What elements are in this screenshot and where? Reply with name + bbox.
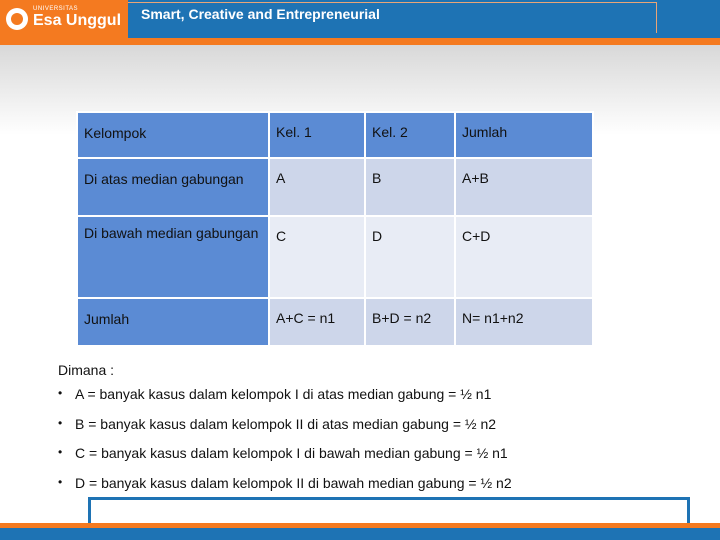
- table-cell: N= n1+n2: [455, 298, 593, 346]
- table-cell: Di atas median gabungan: [77, 158, 269, 216]
- table-cell: Jumlah: [77, 298, 269, 346]
- table-cell: C: [269, 216, 365, 298]
- table-cell: D: [365, 216, 455, 298]
- university-logo: [0, 0, 128, 38]
- note-text: D = banyak kasus dalam kelompok II di bawah median gabung = ½ n2: [75, 474, 512, 491]
- header-accent-line: [0, 38, 720, 45]
- list-item: [58, 386, 512, 416]
- logo-name: Esa Unggul: [33, 12, 122, 29]
- note-text: B = banyak kasus dalam kelompok II di atas median gabung = ½ n2: [75, 415, 497, 432]
- table-cell: B: [365, 158, 455, 216]
- header-banner: [0, 0, 720, 38]
- table-row: [77, 216, 593, 298]
- list-item: [58, 416, 512, 446]
- logo-subtitle: UNIVERSITAS: [33, 6, 79, 12]
- table-header-cell: Kelompok: [77, 112, 269, 158]
- table-header-cell: Kel. 2: [365, 112, 455, 158]
- data-table: [76, 111, 594, 347]
- notes-title: Dimana :: [58, 362, 115, 378]
- table-cell: A+C = n1: [269, 298, 365, 346]
- bullet-icon: •: [58, 415, 63, 430]
- table-cell: A+B: [455, 158, 593, 216]
- table-header-cell: Kel. 1: [269, 112, 365, 158]
- table-cell: A: [269, 158, 365, 216]
- notes-list: [58, 386, 512, 504]
- table-cell: B+D = n2: [365, 298, 455, 346]
- note-text: C = banyak kasus dalam kelompok I di bawah median gabung = ½ n1: [75, 445, 508, 461]
- tagline: Smart, Creative and Entrepreneurial: [141, 6, 380, 22]
- table-header-cell: Jumlah: [455, 112, 593, 158]
- bullet-icon: •: [58, 445, 63, 459]
- list-item: [58, 445, 512, 475]
- table-header-row: [77, 112, 593, 158]
- table-cell: C+D: [455, 216, 593, 298]
- table-row: [77, 298, 593, 346]
- notes-section: [58, 362, 512, 504]
- footer-bar: [0, 528, 720, 540]
- bullet-icon: •: [58, 474, 63, 489]
- table-cell: Di bawah median gabungan: [77, 216, 269, 298]
- table-row: [77, 158, 593, 216]
- logo-emblem-icon: [6, 8, 28, 30]
- note-text: A = banyak kasus dalam kelompok I di atas median gabung = ½ n1: [75, 386, 492, 402]
- bullet-icon: •: [58, 386, 63, 400]
